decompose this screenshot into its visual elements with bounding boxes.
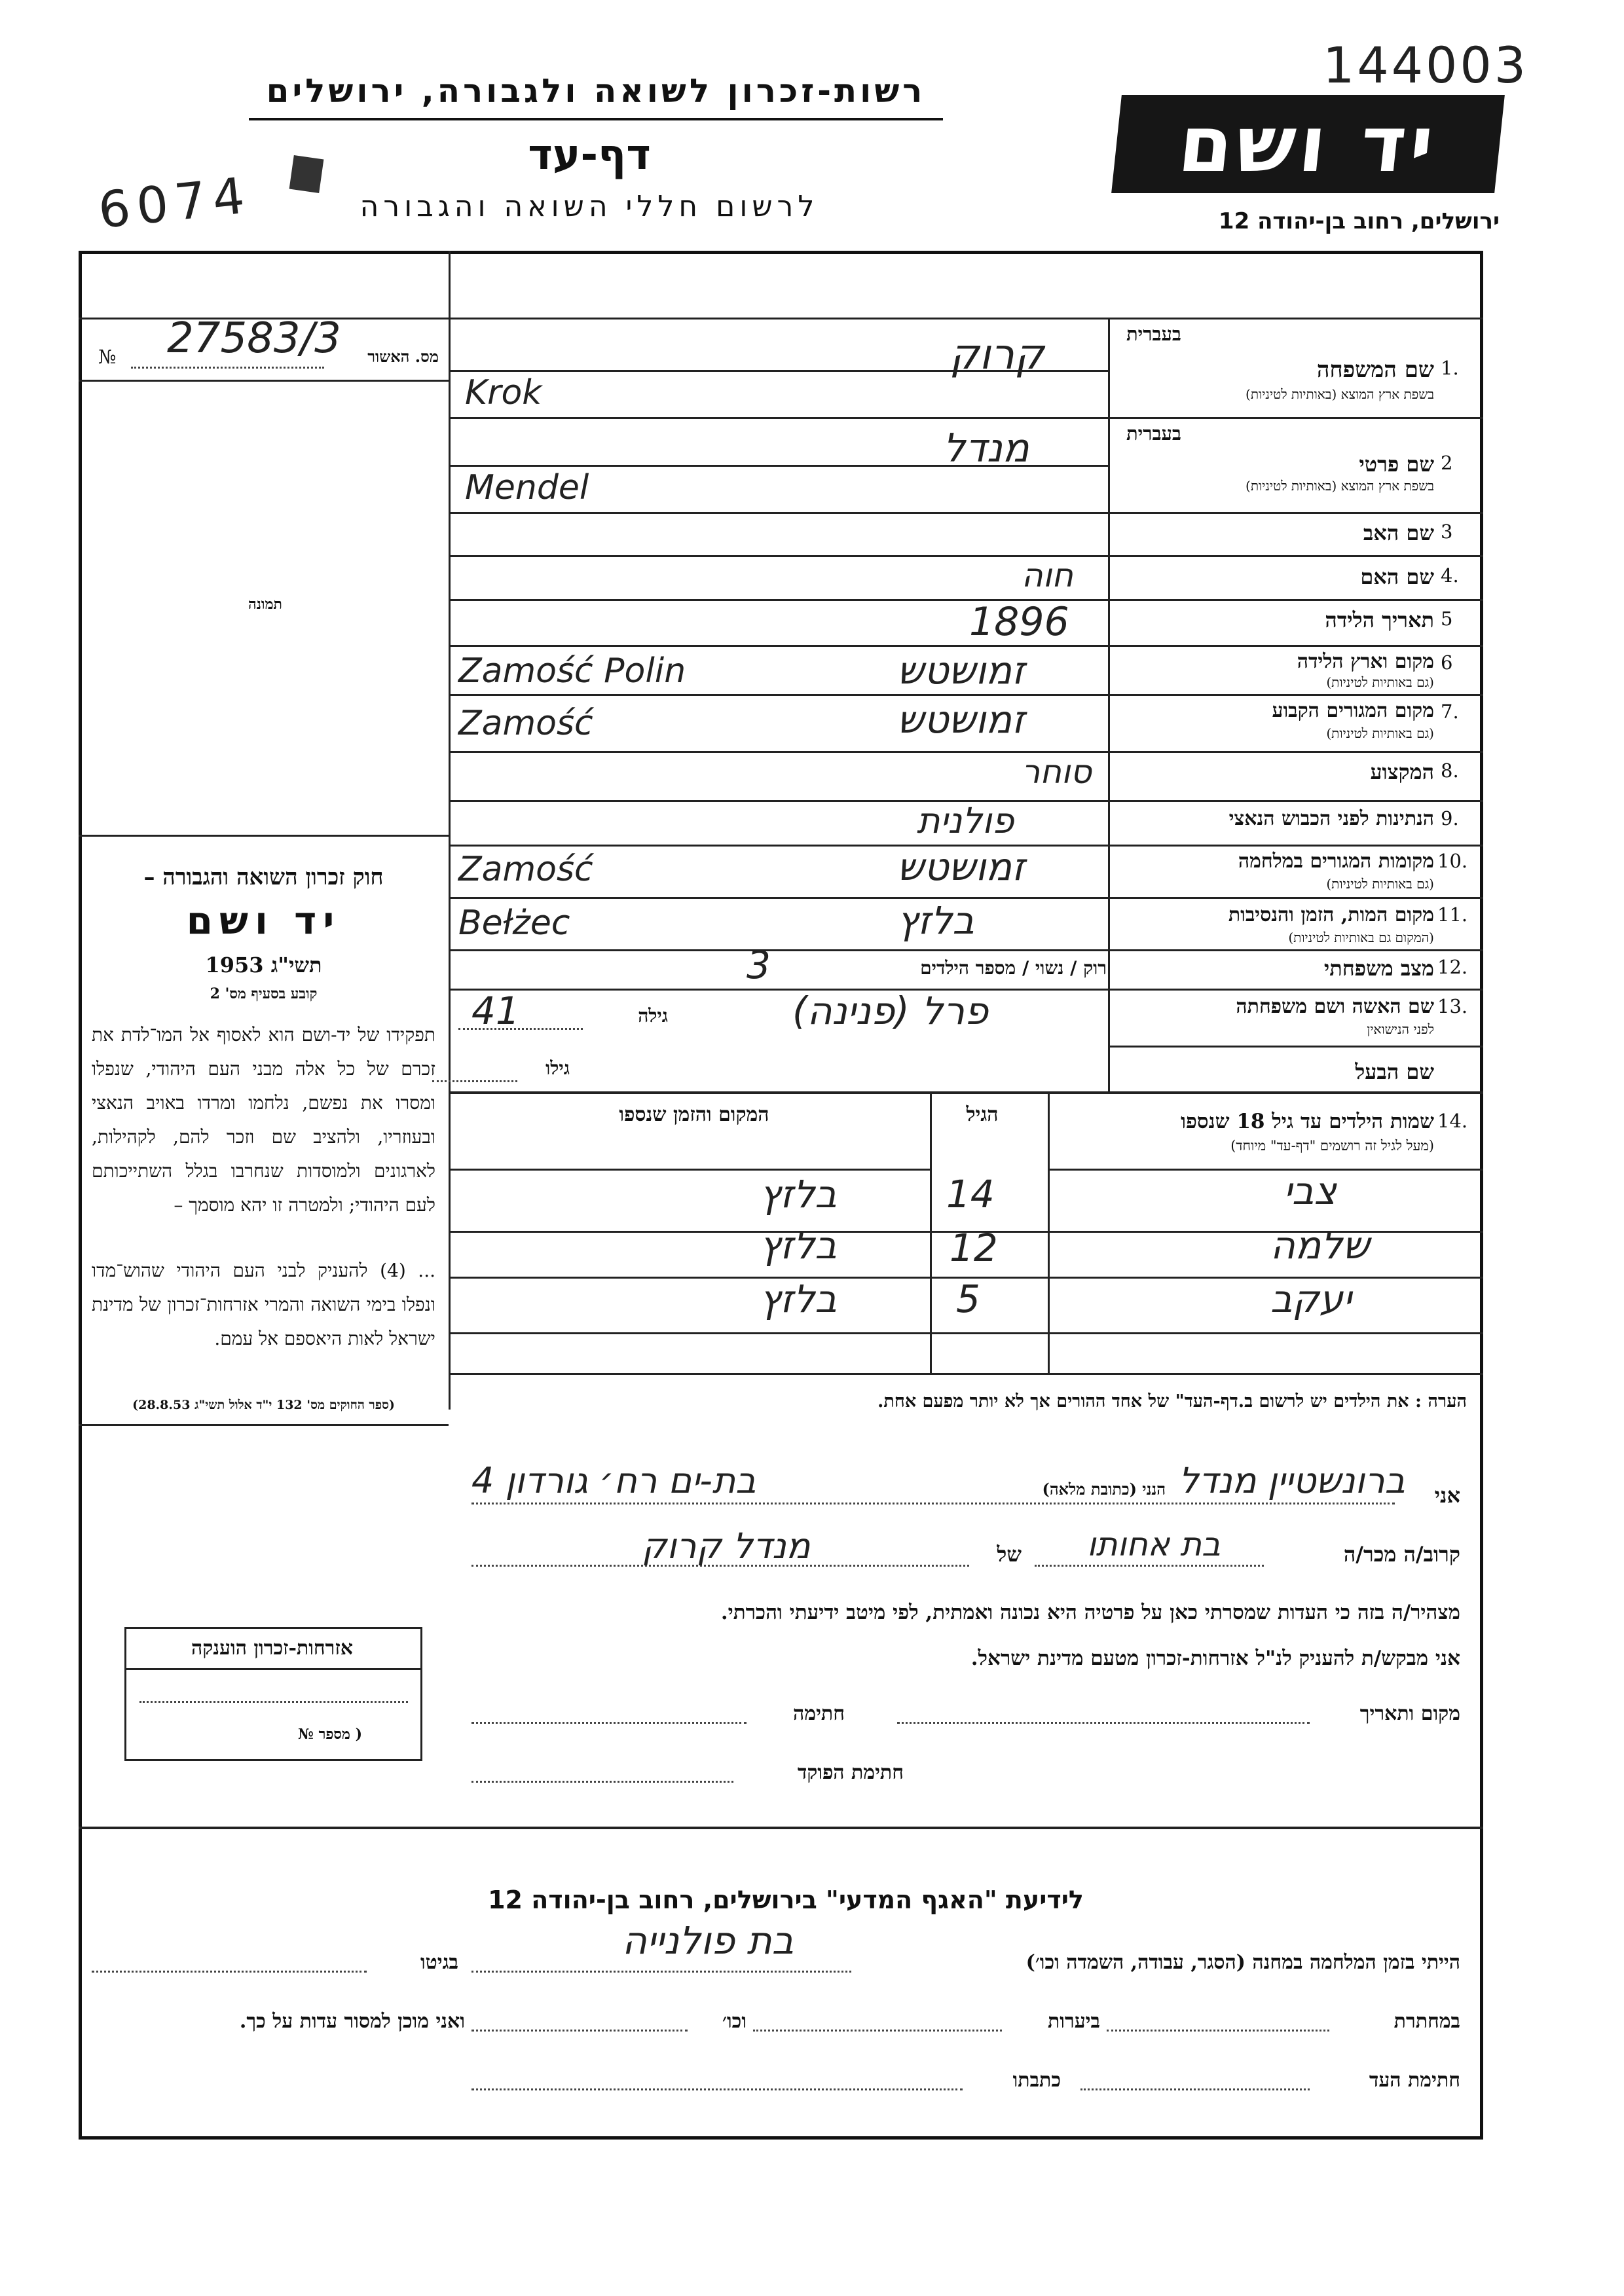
wife-age[interactable]: 41 [471,989,520,1033]
mother-name[interactable]: חוה [1022,556,1073,594]
war-residence-hebrew[interactable]: זמושטש [897,845,1025,889]
approval-value[interactable]: 27583/3 [167,314,341,363]
first-name-latin[interactable]: Mendel [465,468,589,507]
profession[interactable]: סוחר [1022,753,1092,791]
child-age[interactable]: 14 [946,1172,995,1216]
yad-vashem-logo: יד ושם [1111,95,1505,193]
top-strip-line [449,318,1483,319]
left-column-border [449,251,451,1410]
family-name-hebrew[interactable]: קרוק [950,331,1044,379]
child-place[interactable]: בלזץ [760,1172,837,1216]
form-title: דף-עד [528,131,651,179]
form-subtitle: לרשום חללי השואה והגבורה [360,190,819,223]
birth-place-hebrew[interactable]: זמושטש [897,648,1025,693]
family-name-latin[interactable]: Krok [465,373,542,412]
stamp-mark [289,155,324,193]
authority-underline [249,118,943,120]
birth-place-latin[interactable]: Zamość Polin [458,651,686,691]
remark: הערה : את הילדים יש לרשום ב.דף-העד" של אחד ההורים אך לא יותר מפעם אחת. [877,1391,1467,1412]
child-name[interactable]: צבי [1283,1169,1337,1213]
children-count[interactable]: 3 [747,943,771,987]
approval-no-sign: № [98,346,117,368]
war-residence-latin[interactable]: Zamość [458,850,593,889]
first-name-hebrew[interactable]: מנדל [943,426,1029,471]
relation[interactable]: בת אחותו [1087,1525,1221,1563]
wife-name[interactable]: פרל (פנינה) [792,989,989,1033]
approval-line [79,380,449,382]
authority-title: רשות-זכרון לשואה ולגבורה, ירושלים [266,72,926,110]
approval-dotted [131,367,324,369]
child-place[interactable]: בלזץ [760,1277,837,1321]
victim-name-ref[interactable]: מנדל קרוק [642,1525,811,1567]
photo-label: תמונה [248,596,282,613]
citizenship-box: אזרחות-זכרון הוענקה ( מספר № [124,1627,422,1761]
birth-date[interactable]: 1896 [969,599,1069,645]
nationality[interactable]: פולנית [917,800,1014,841]
institute-address: ירושלים, רחוב בן-יהודה 12 [1218,208,1500,234]
declarant-address[interactable]: בת-ים רח׳ גורדון 4 [471,1460,756,1501]
child-age[interactable]: 5 [956,1277,980,1321]
camp-name[interactable]: בת פולנייה [622,1918,794,1963]
field-column-border [1108,318,1110,1091]
residence-latin[interactable]: Zamość [458,704,593,743]
death-place-latin[interactable]: Bełżec [458,903,570,943]
approval-label: מס. האשור [367,347,439,366]
law-divider [79,835,449,837]
child-name[interactable]: שלמה [1270,1223,1370,1267]
death-place-hebrew[interactable]: בלזץ [897,898,974,943]
residence-hebrew[interactable]: זמושטש [897,697,1025,742]
sheet-number: 6074 [95,166,254,240]
declarant-name[interactable]: ברונשטיין מנדל [1179,1460,1405,1501]
child-age[interactable]: 12 [950,1226,998,1270]
child-place[interactable]: בלזץ [760,1223,837,1267]
archive-number: 144003 [1323,36,1529,94]
child-name[interactable]: יעקב [1270,1277,1352,1321]
